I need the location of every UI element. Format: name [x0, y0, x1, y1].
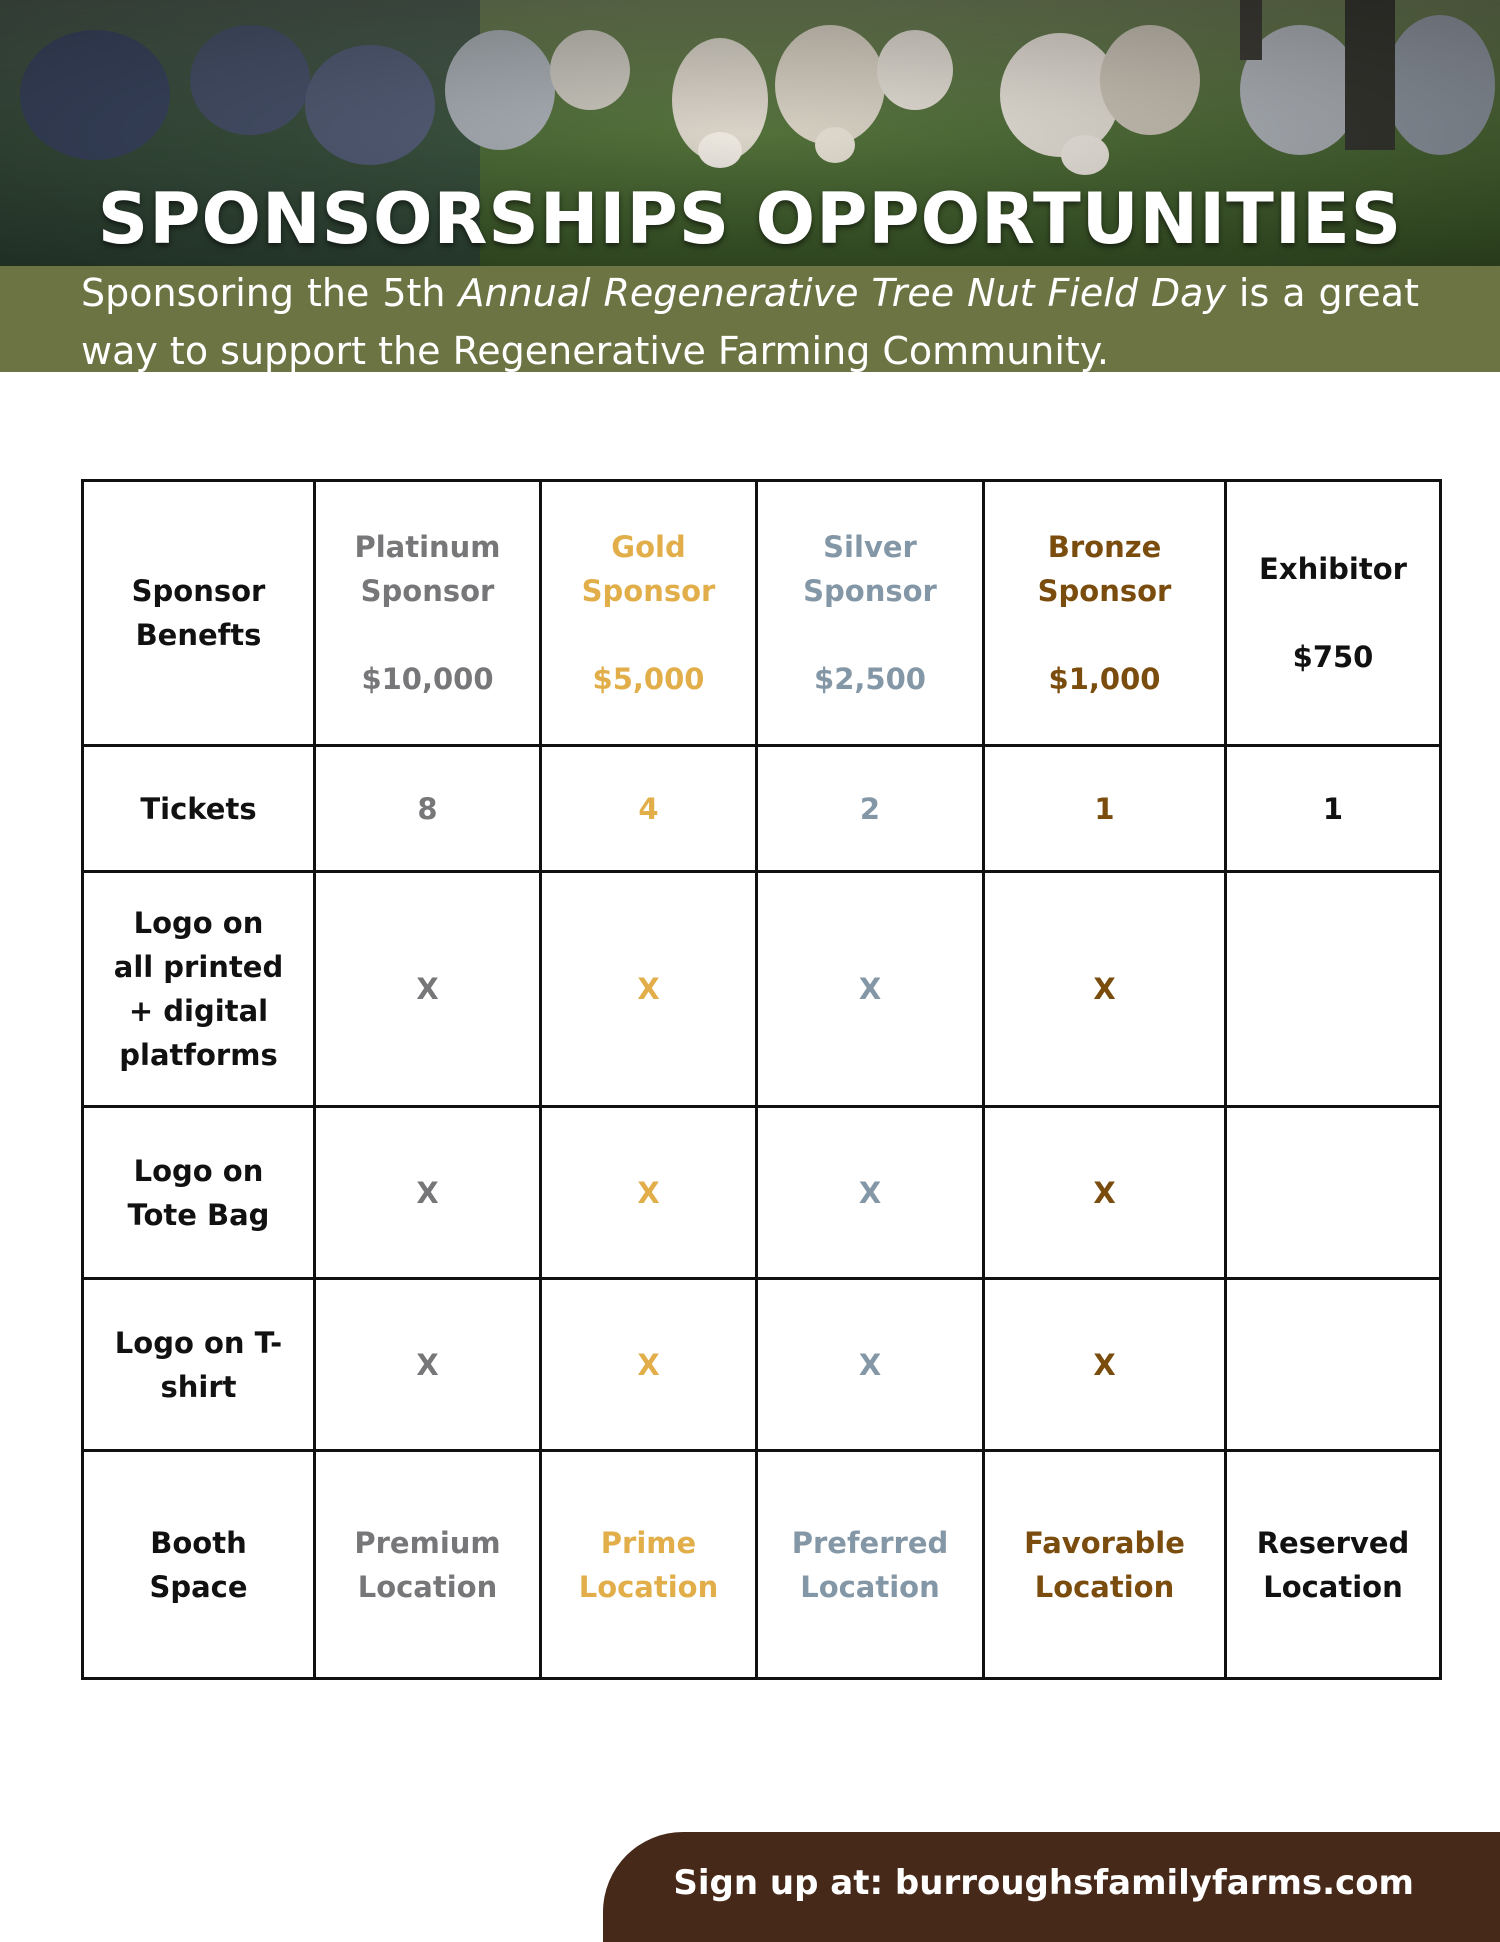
- table-row-logo-tote-bag: [83, 1107, 1441, 1279]
- row-label-logo-tote-bag: Logo on Tote Bag: [83, 1107, 315, 1279]
- page-title: SPONSORSHIPS OPPORTUNITIES: [97, 178, 1403, 260]
- table-header-row: [83, 481, 1441, 746]
- table-row-tickets: [83, 746, 1441, 872]
- cell-value: 8: [315, 746, 541, 872]
- tier-price: $10,000: [361, 662, 494, 696]
- cell-check-mark: X: [541, 1107, 757, 1279]
- sponsorship-table: [81, 479, 1442, 1680]
- cell-booth-location: Prime Location: [541, 1451, 757, 1679]
- cell-check-mark: X: [541, 1279, 757, 1451]
- signup-link[interactable]: Sign up at: burroughsfamilyfarms.com: [673, 1863, 1414, 1903]
- tier-price: $750: [1292, 640, 1374, 674]
- cell-check-mark: X: [984, 1279, 1226, 1451]
- hero-photo: [0, 0, 1500, 268]
- cell-value: 1: [984, 746, 1226, 872]
- cell-check-mark: X: [315, 1107, 541, 1279]
- tier-name: Sponsor: [1037, 574, 1172, 608]
- tier-name: Exhibitor: [1259, 552, 1407, 586]
- header-sponsor-benefits: Sponsor Benefts: [83, 481, 315, 746]
- tier-name: Sponsor: [581, 574, 716, 608]
- cell-empty: [1226, 872, 1441, 1107]
- intro-suffix: is a great way to support the Regenerative Farming Community.: [81, 271, 1419, 373]
- signup-banner: [603, 1832, 1500, 1942]
- tier-price: $5,000: [592, 662, 705, 696]
- tier-name: Bronze: [1047, 530, 1162, 564]
- cell-check-mark: X: [757, 872, 984, 1107]
- cell-value: 2: [757, 746, 984, 872]
- tier-price: $2,500: [814, 662, 926, 696]
- table-row-booth-space: [83, 1451, 1441, 1679]
- row-label-booth-space: Booth Space: [83, 1451, 315, 1679]
- cell-empty: [1226, 1279, 1441, 1451]
- header-silver-sponsor: [757, 481, 984, 746]
- cell-check-mark: X: [984, 1107, 1226, 1279]
- cell-booth-location: Premium Location: [315, 1451, 541, 1679]
- intro-prefix: Sponsoring the 5th: [81, 271, 459, 315]
- cell-booth-location: Preferred Location: [757, 1451, 984, 1679]
- tier-name: Sponsor: [803, 574, 937, 608]
- cell-booth-location: Reserved Location: [1226, 1451, 1441, 1679]
- cell-check-mark: X: [984, 872, 1226, 1107]
- row-label-tickets: Tickets: [83, 746, 315, 872]
- cell-check-mark: X: [757, 1107, 984, 1279]
- header-platinum-sponsor: [315, 481, 541, 746]
- header-gold-sponsor: [541, 481, 757, 746]
- header-exhibitor: [1226, 481, 1441, 746]
- cell-check-mark: X: [315, 1279, 541, 1451]
- tier-price: $1,000: [1048, 662, 1161, 696]
- event-name: Annual Regenerative Tree Nut Field Day: [458, 271, 1226, 315]
- tier-name: Platinum: [354, 530, 501, 564]
- row-label-logo-tshirt: Logo on T- shirt: [83, 1279, 315, 1451]
- table-row-logo-printed-digital: [83, 872, 1441, 1107]
- tier-name: Sponsor: [360, 574, 495, 608]
- cell-booth-location: Favorable Location: [984, 1451, 1226, 1679]
- tier-name: Gold: [611, 530, 686, 564]
- cell-value: 1: [1226, 746, 1441, 872]
- cell-check-mark: X: [541, 872, 757, 1107]
- intro-paragraph: [81, 264, 1419, 380]
- tier-name: Silver: [823, 530, 917, 564]
- cell-check-mark: X: [757, 1279, 984, 1451]
- cell-empty: [1226, 1107, 1441, 1279]
- cell-check-mark: X: [315, 872, 541, 1107]
- row-label-logo-printed-digital: Logo on all printed + digital platforms: [83, 872, 315, 1107]
- cell-value: 4: [541, 746, 757, 872]
- table-row-logo-tshirt: [83, 1279, 1441, 1451]
- header-bronze-sponsor: [984, 481, 1226, 746]
